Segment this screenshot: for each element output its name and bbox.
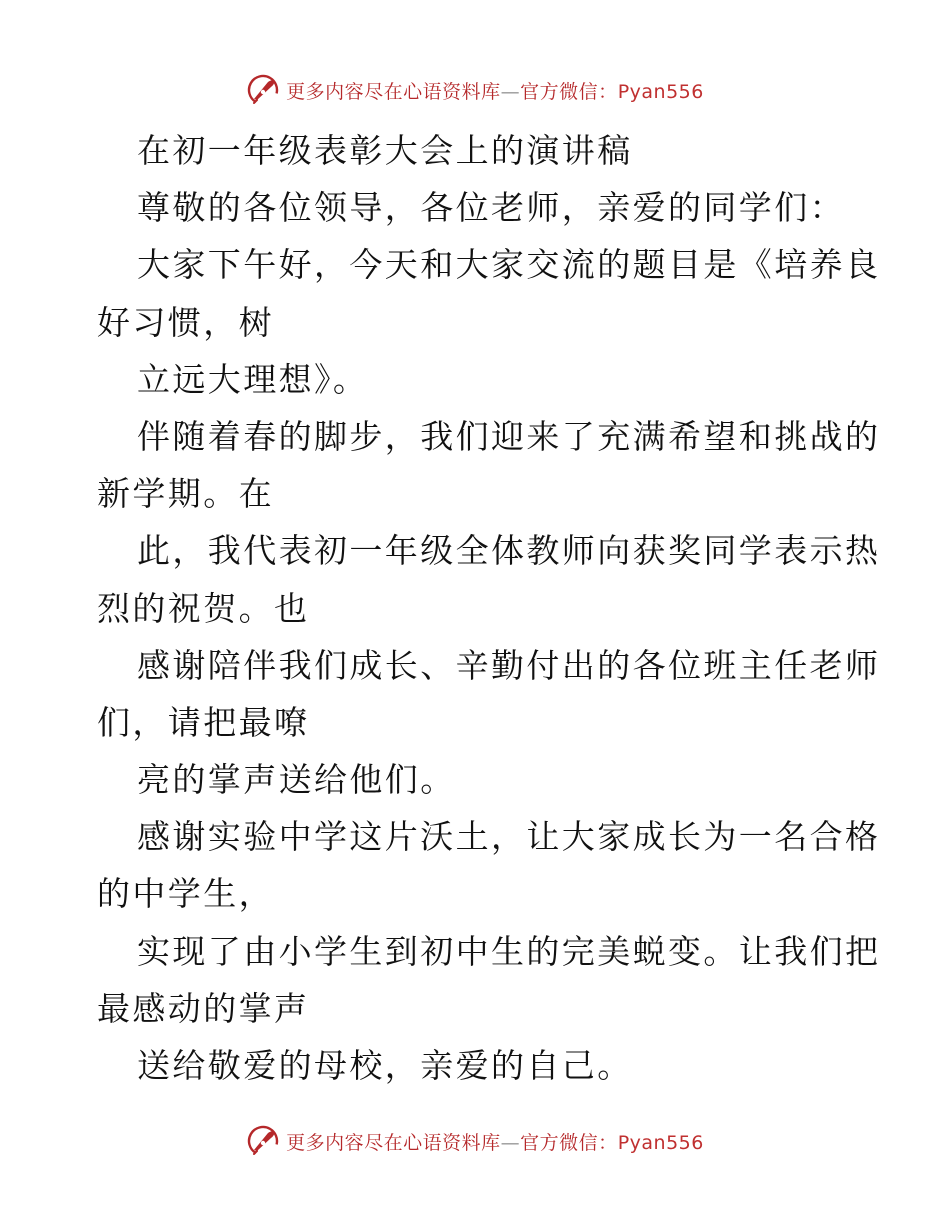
quill-pen-logo-icon xyxy=(246,1124,280,1158)
banner-separator: — xyxy=(500,80,521,103)
contact-id: Pyan556 xyxy=(617,1131,704,1154)
text-line: 感谢实验中学这片沃土，让大家成长为一名合格 xyxy=(137,817,881,857)
text-line: 尊敬的各位领导，各位老师，亲爱的同学们： xyxy=(137,188,845,228)
header-banner xyxy=(0,70,950,110)
text-line: 伴随着春的脚步，我们迎来了充满希望和挑战的 xyxy=(137,416,881,456)
text-line: 在初一年级表彰大会上的演讲稿 xyxy=(137,131,633,170)
contact-label: 官方微信： xyxy=(520,80,618,103)
text-line: 送给敬爱的母校，亲爱的自己。 xyxy=(137,1046,633,1085)
text-line: 立远大理想》。 xyxy=(137,359,369,399)
text-line: 的中学生， xyxy=(97,874,274,914)
quill-pen-logo-icon xyxy=(246,73,280,107)
footer-banner xyxy=(0,1121,950,1161)
text-line: 最感动的掌声 xyxy=(97,988,310,1028)
contact-id: Pyan556 xyxy=(617,80,704,103)
text-line: 新学期。在 xyxy=(97,474,274,514)
footer-banner-text xyxy=(286,1128,704,1155)
header-banner-text xyxy=(286,77,704,104)
header-banner-content[interactable] xyxy=(246,73,704,107)
text-line: 好习惯，树 xyxy=(97,302,274,342)
text-line: 烈的祝贺。也 xyxy=(97,588,310,628)
text-line: 感谢陪伴我们成长、辛勤付出的各位班主任老师 xyxy=(137,645,881,685)
text-line: 亮的掌声送给他们。 xyxy=(137,760,456,800)
footer-banner-content[interactable] xyxy=(246,1124,704,1158)
text-line: 实现了由小学生到初中生的完美蜕变。让我们把 xyxy=(137,931,881,971)
site-name: 更多内容尽在心语资料库 xyxy=(286,1131,501,1154)
text-line: 们，请把最嘹 xyxy=(97,702,310,742)
site-name: 更多内容尽在心语资料库 xyxy=(286,80,501,103)
text-line: 大家下午好，今天和大家交流的题目是《培养良 xyxy=(137,245,881,285)
text-line: 此，我代表初一年级全体教师向获奖同学表示热 xyxy=(137,531,881,571)
contact-label: 官方微信： xyxy=(520,1131,618,1154)
document-body xyxy=(97,122,881,1094)
banner-separator: — xyxy=(500,1131,521,1154)
